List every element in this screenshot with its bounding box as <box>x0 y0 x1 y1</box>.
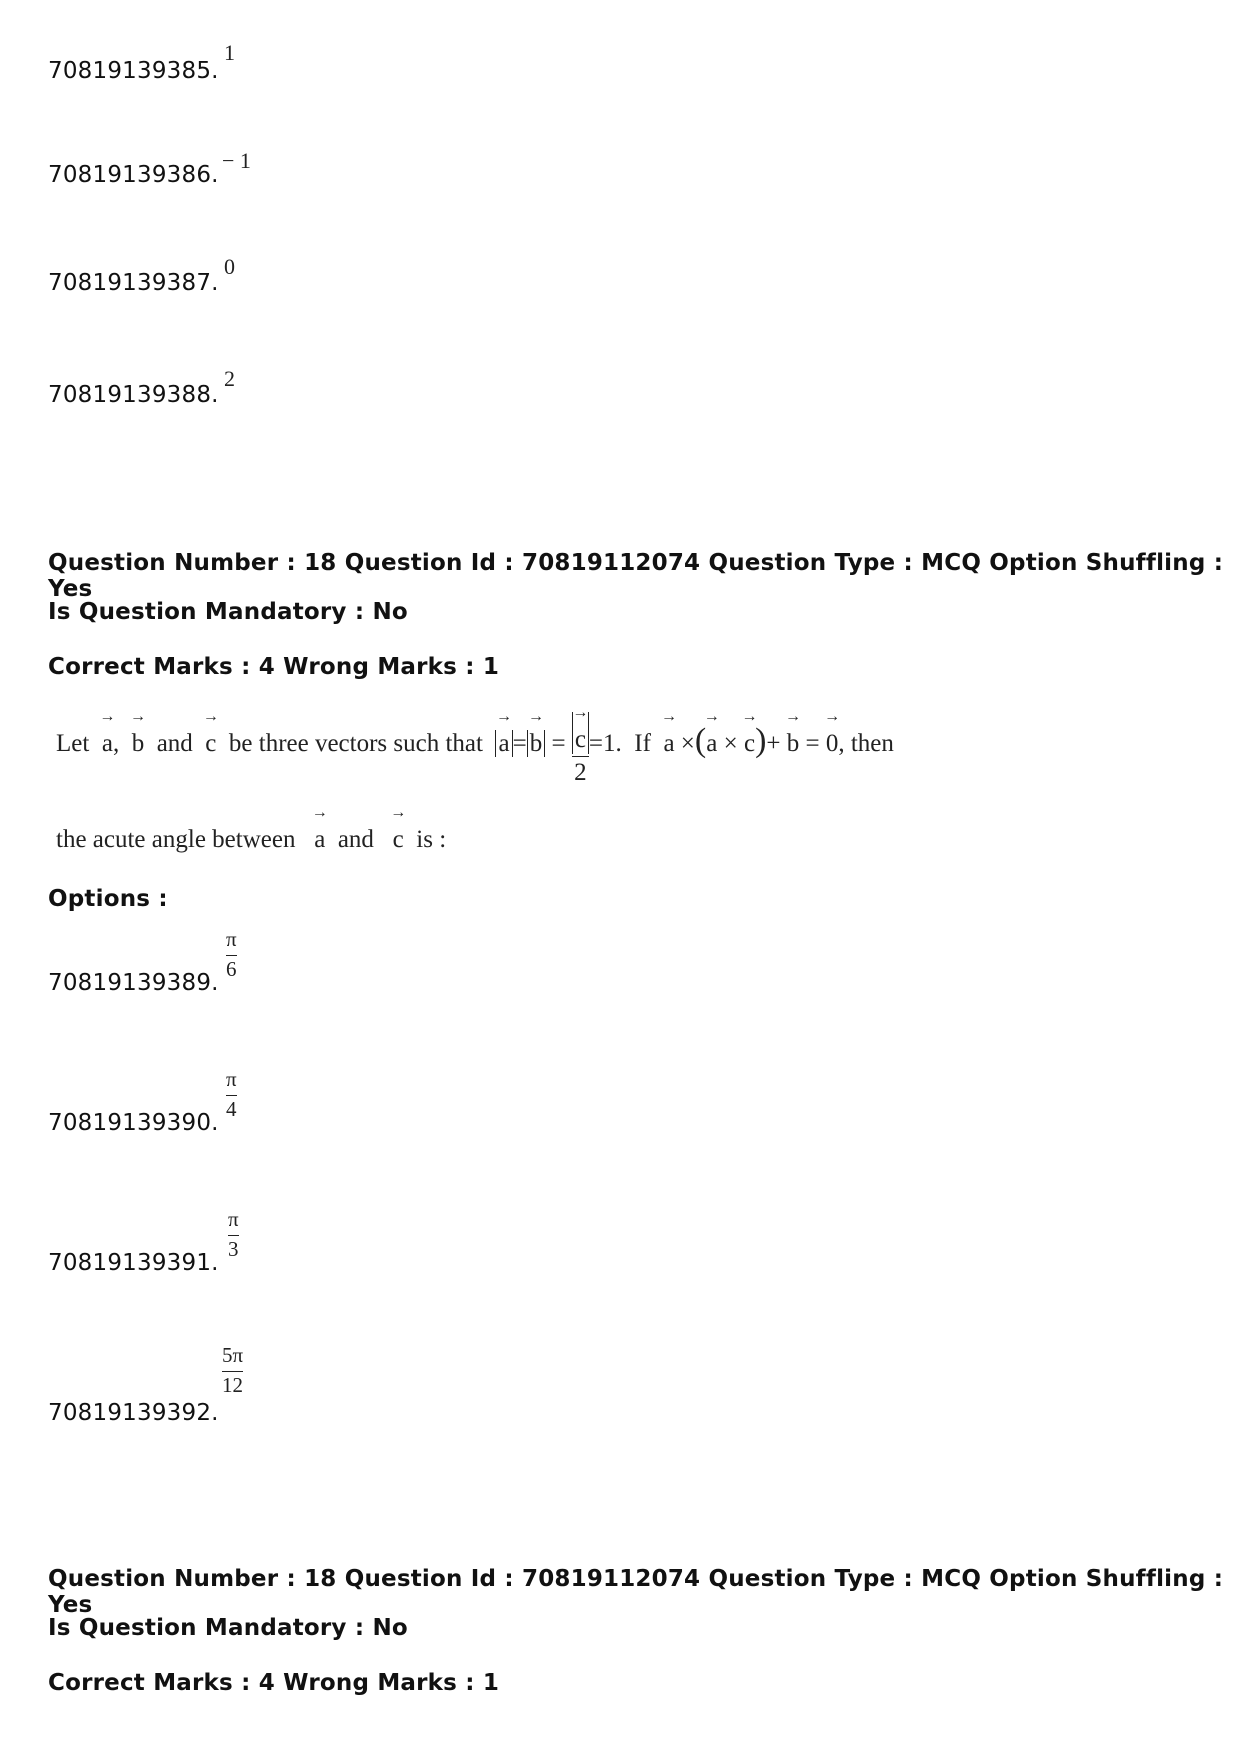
question-stem-line1 <box>56 708 894 786</box>
fraction-bar <box>226 955 237 956</box>
option-id: 70819139391. <box>48 1250 219 1276</box>
magnitude-c <box>572 712 589 754</box>
option-id: 70819139388. <box>48 382 219 408</box>
magnitude-b <box>527 730 546 757</box>
fraction-bar <box>226 1095 237 1096</box>
stem-text: , <box>112 730 120 758</box>
denominator: 3 <box>228 1237 239 1262</box>
option-fraction <box>228 1208 239 1261</box>
cross-sign: × <box>680 730 695 758</box>
cross-sign: × <box>723 730 738 758</box>
paren-open: ( <box>694 722 707 760</box>
vector-a: → a <box>498 730 509 758</box>
fraction-c-over-2 <box>572 712 589 787</box>
numerator: 5π <box>222 1343 244 1367</box>
option-value: 2 <box>224 366 235 391</box>
magnitude-a <box>495 730 512 757</box>
equals-sign: = <box>551 730 566 758</box>
option-fraction <box>222 1344 243 1397</box>
question-header: Question Number : 18 Question Id : 70819112074 Question Type : MCQ Option Shuffling : Yes <box>48 1566 1224 1618</box>
denominator: 2 <box>574 759 587 786</box>
question-mandatory: Is Question Mandatory : No <box>48 1615 408 1641</box>
stem-text: Let <box>56 730 90 758</box>
option-value: 1 <box>224 40 235 65</box>
option-id: 70819139385. <box>48 58 219 84</box>
stem-text: be three vectors such that <box>228 730 483 758</box>
option-id: 70819139386. <box>48 162 219 188</box>
vector-c: → c <box>205 730 216 758</box>
denominator: 4 <box>226 1097 237 1122</box>
stem-text: =1. <box>588 730 622 758</box>
vector-b: → b <box>787 730 800 758</box>
question-marks: Correct Marks : 4 Wrong Marks : 1 <box>48 654 500 680</box>
stem-text: and <box>337 826 374 853</box>
option-fraction <box>226 1068 237 1121</box>
option-id: 70819139390. <box>48 1110 219 1136</box>
option-fraction <box>226 928 237 981</box>
question-header: Question Number : 18 Question Id : 70819112074 Question Type : MCQ Option Shuffling : Yes <box>48 550 1224 602</box>
equals-sign: = <box>805 730 820 758</box>
question-mandatory: Is Question Mandatory : No <box>48 599 408 625</box>
stem-text: and <box>156 730 193 758</box>
options-label: Options : <box>48 886 168 912</box>
stem-text: , then <box>838 730 894 758</box>
question-stem-line2 <box>56 826 446 854</box>
stem-text: the acute angle between <box>56 826 296 853</box>
vector-a: → a <box>706 730 717 758</box>
numerator: π <box>226 1067 237 1091</box>
vector-a: → a <box>663 730 674 758</box>
option-value: − 1 <box>222 148 251 173</box>
paren-close: ) <box>755 722 767 760</box>
fraction-bar <box>572 756 589 757</box>
vector-a: → a <box>102 730 113 758</box>
vector-b: → b <box>132 730 145 758</box>
vector-zero: → 0 <box>826 730 839 758</box>
numerator: π <box>228 1207 239 1231</box>
option-value: 0 <box>224 254 235 279</box>
stem-text: If <box>634 730 651 758</box>
vector-c: → c <box>393 826 404 854</box>
vector-a: → a <box>314 826 325 854</box>
question-marks: Correct Marks : 4 Wrong Marks : 1 <box>48 1670 500 1696</box>
fraction-bar <box>228 1235 239 1236</box>
vector-b: → b <box>530 730 543 758</box>
vector-c: → c <box>744 730 755 758</box>
denominator: 6 <box>226 957 237 982</box>
option-id: 70819139392. <box>48 1400 219 1426</box>
plus-sign: + <box>766 730 781 758</box>
vector-c: → c <box>575 726 586 754</box>
equals-sign: = <box>512 730 527 758</box>
option-id: 70819139389. <box>48 970 219 996</box>
fraction-bar <box>222 1371 243 1372</box>
denominator: 12 <box>222 1373 244 1398</box>
numerator: π <box>226 927 237 951</box>
option-id: 70819139387. <box>48 270 219 296</box>
stem-text: is : <box>416 826 447 853</box>
